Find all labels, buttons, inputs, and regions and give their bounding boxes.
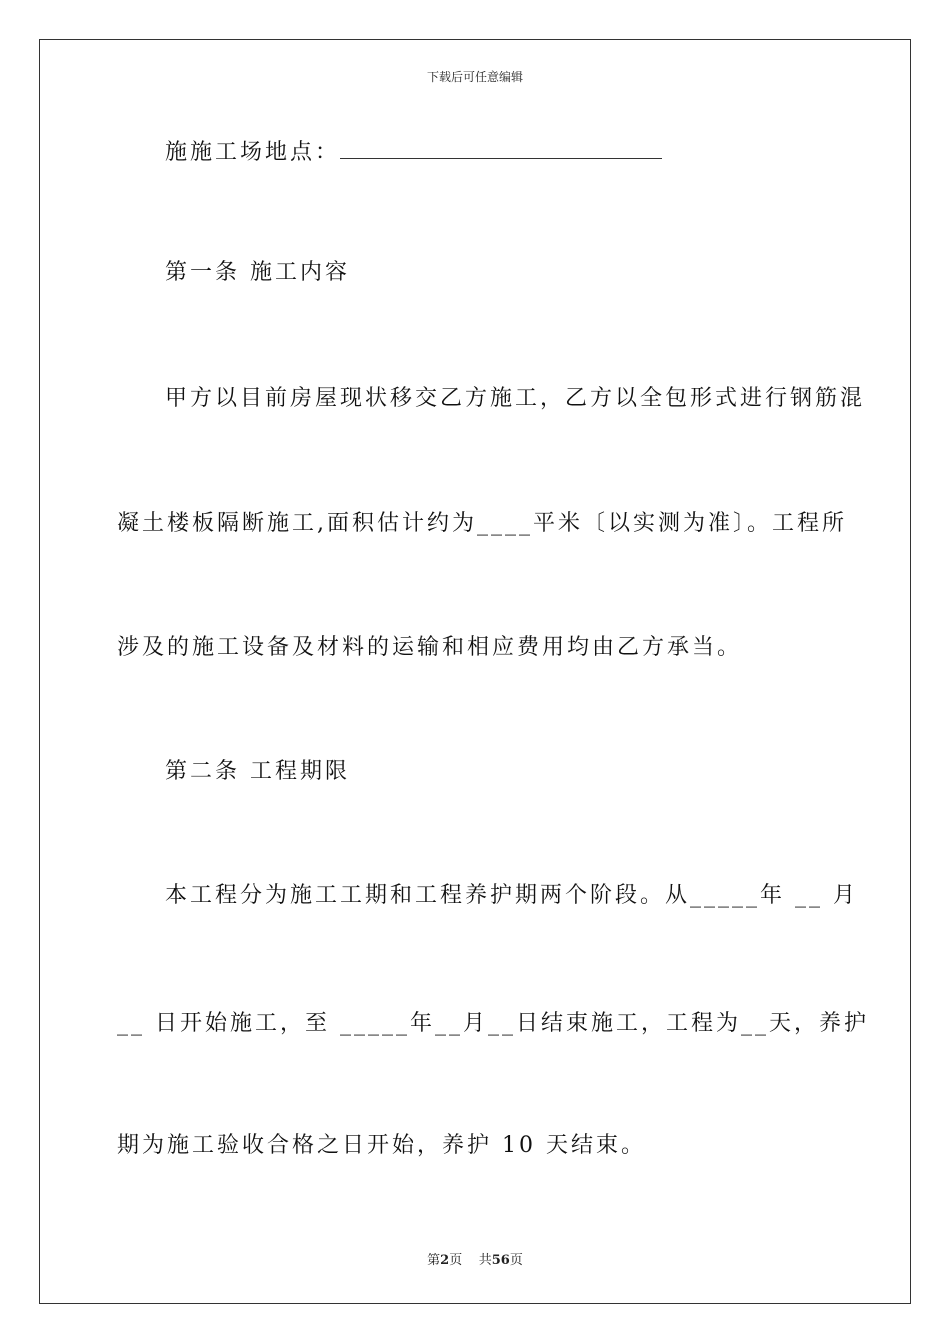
footer-current-page: 2 <box>440 1253 450 1268</box>
footer-prefix: 第 <box>427 1253 441 1268</box>
site-location-label: 施施工场地点： <box>165 140 341 165</box>
paragraph-2-line-1: 本工程分为施工工期和工程养护期两个阶段。从_____年 __ 月 <box>165 883 858 908</box>
site-location-blank <box>340 138 662 159</box>
page-border <box>39 39 911 1304</box>
paragraph-1-line-3: 涉及的施工设备及材料的运输和相应费用均由乙方承当。 <box>117 635 743 660</box>
site-location-line <box>165 138 662 168</box>
article-2-title: 第二条 工程期限 <box>165 759 350 784</box>
footer-suffix: 页 <box>509 1253 523 1268</box>
paragraph-1-line-1: 甲方以目前房屋现状移交乙方施工，乙方以全包形式进行钢筋混 <box>165 386 866 411</box>
paragraph-2-line-2: __ 日开始施工，至 _____年__月__日结束施工，工程为__天，养护 <box>117 1011 869 1036</box>
paragraph-1-line-2: 凝土楼板隔断施工,面积估计约为____平米〔以实测为准〕。工程所 <box>117 511 847 536</box>
footer-mid: 页 共 <box>449 1253 492 1268</box>
page-footer <box>0 1249 950 1268</box>
paragraph-2-line-3: 期为施工验收合格之日开始，养护 10 天结束。 <box>117 1133 646 1158</box>
footer-total-pages: 56 <box>491 1253 510 1268</box>
header-note: 下载后可任意编辑 <box>426 70 523 84</box>
article-1-title: 第一条 施工内容 <box>165 260 350 285</box>
